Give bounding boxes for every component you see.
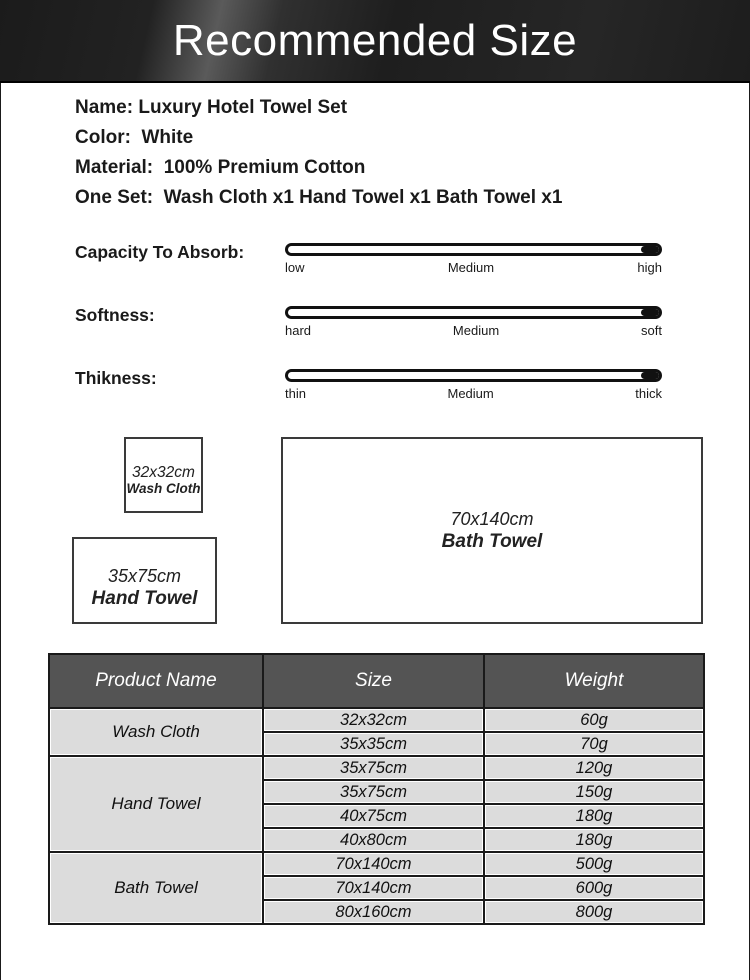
slider-absorbency-scale <box>285 260 662 276</box>
table-row <box>49 756 704 780</box>
info-line-one-set: One Set: Wash Cloth x1 Hand Towel x1 Bath Towel x1 <box>75 187 563 208</box>
slider-softness-track <box>285 306 662 319</box>
diagram-hand-towel-name: Hand Towel <box>91 588 198 609</box>
scale-label-medium: Medium <box>452 323 500 338</box>
size-cell: 70x140cm <box>263 852 484 876</box>
slider-thickness-track <box>285 369 662 382</box>
size-cell: 40x80cm <box>263 828 484 852</box>
size-cell: 35x75cm <box>263 756 484 780</box>
scale-label-soft: soft <box>641 323 662 338</box>
diagram-wash-cloth <box>124 437 203 513</box>
size-cell: 40x75cm <box>263 804 484 828</box>
info-line-material: Material: 100% Premium Cotton <box>75 157 366 178</box>
page-title: Recommended Size <box>172 15 578 65</box>
size-cell: 35x35cm <box>263 732 484 756</box>
slider-thickness-thumb <box>641 372 659 379</box>
product-info <box>0 83 750 213</box>
column-header-size: Size <box>263 654 484 708</box>
scale-label-low: low <box>285 260 305 275</box>
size-diagrams <box>0 437 750 624</box>
slider-softness <box>0 304 750 339</box>
slider-absorbency <box>0 241 750 276</box>
scale-label-thin: thin <box>285 386 306 401</box>
weight-cell: 600g <box>484 876 704 900</box>
slider-thickness-label: Thikness: <box>75 368 157 388</box>
attribute-sliders <box>0 241 750 402</box>
product-cell-hand-towel: Hand Towel <box>49 756 263 852</box>
diagram-bath-towel-name: Bath Towel <box>441 531 543 552</box>
product-cell-bath-towel: Bath Towel <box>49 852 263 924</box>
scale-label-thick: thick <box>635 386 662 401</box>
slider-absorbency-thumb <box>641 246 659 253</box>
slider-softness-thumb <box>641 309 659 316</box>
size-cell: 35x75cm <box>263 780 484 804</box>
header-banner <box>0 0 750 83</box>
column-header-weight: Weight <box>484 654 704 708</box>
slider-softness-label: Softness: <box>75 305 155 325</box>
diagram-bath-towel <box>281 437 703 624</box>
size-cell: 80x160cm <box>263 900 484 924</box>
weight-cell: 180g <box>484 828 704 852</box>
diagram-wash-cloth-size: 32x32cm <box>132 463 195 481</box>
weight-cell: 500g <box>484 852 704 876</box>
diagram-hand-towel <box>72 537 217 624</box>
slider-absorbency-label: Capacity To Absorb: <box>75 242 245 262</box>
diagram-bath-towel-size: 70x140cm <box>450 509 534 529</box>
scale-label-hard: hard <box>285 323 312 338</box>
weight-cell: 60g <box>484 708 704 732</box>
slider-softness-scale <box>285 323 662 339</box>
scale-label-medium: Medium <box>447 260 495 275</box>
size-weight-table <box>48 653 705 925</box>
info-line-color: Color: White <box>75 127 194 148</box>
weight-cell: 800g <box>484 900 704 924</box>
column-header-product-name: Product Name <box>49 654 263 708</box>
diagram-hand-towel-size: 35x75cm <box>107 566 182 586</box>
table-header-row <box>49 654 704 708</box>
size-cell: 70x140cm <box>263 876 484 900</box>
scale-label-high: high <box>637 260 662 275</box>
size-cell: 32x32cm <box>263 708 484 732</box>
table-row <box>49 708 704 732</box>
diagram-wash-cloth-name: Wash Cloth <box>126 480 201 496</box>
table-row <box>49 852 704 876</box>
info-line-name: Name: Luxury Hotel Towel Set <box>75 97 348 118</box>
slider-thickness <box>0 367 750 402</box>
scale-label-medium: Medium <box>447 386 494 401</box>
weight-cell: 120g <box>484 756 704 780</box>
product-cell-wash-cloth: Wash Cloth <box>49 708 263 756</box>
weight-cell: 180g <box>484 804 704 828</box>
slider-thickness-scale <box>285 386 662 402</box>
weight-cell: 150g <box>484 780 704 804</box>
weight-cell: 70g <box>484 732 704 756</box>
slider-absorbency-track <box>285 243 662 256</box>
